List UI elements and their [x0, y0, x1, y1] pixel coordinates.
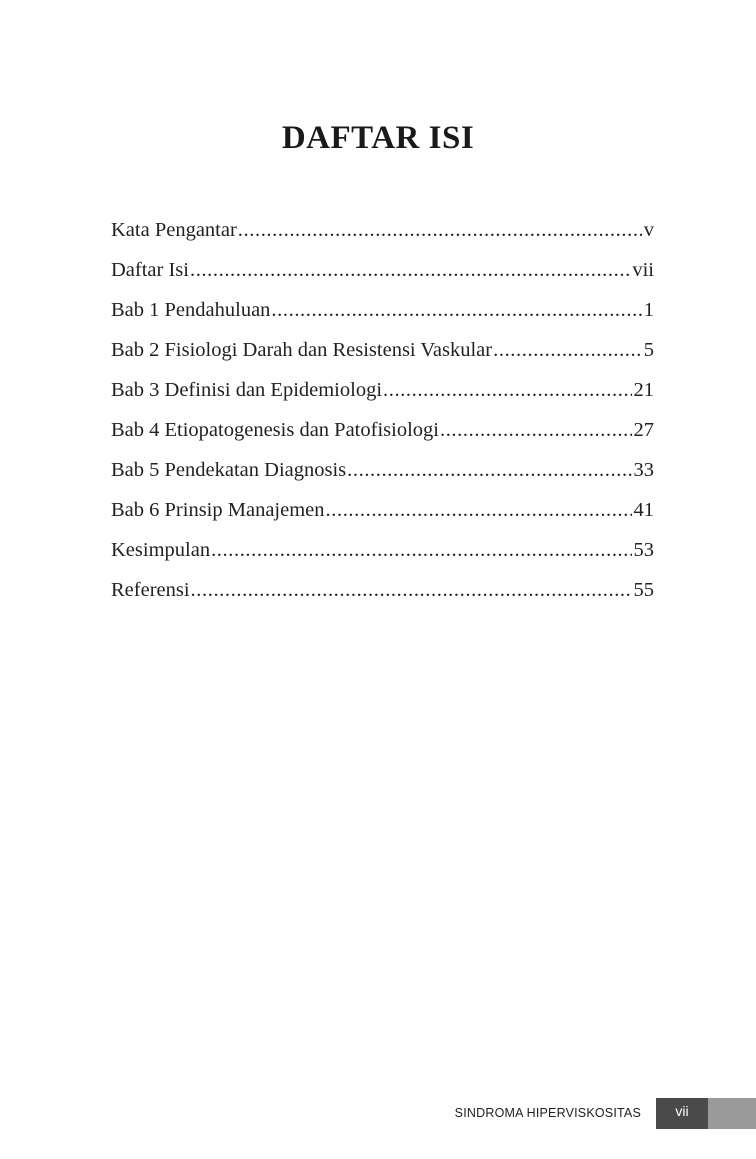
running-footer-title: SINDROMA HIPERVISKOSITAS [454, 1106, 641, 1120]
toc-entry[interactable] [111, 290, 654, 330]
toc-leader-dots [238, 210, 642, 250]
toc-entry-page: 5 [643, 339, 654, 361]
footer-accent-bar [708, 1098, 756, 1129]
toc-entry-label: Kesimpulan [111, 539, 211, 561]
page-number: vii [675, 1103, 689, 1119]
page-number-box [656, 1098, 708, 1129]
toc-leader-dots [383, 370, 631, 410]
toc-entry-page: 41 [633, 499, 654, 521]
toc-leader-dots [347, 450, 631, 490]
toc-entry[interactable] [111, 370, 654, 410]
toc-entry-page: vii [632, 259, 654, 281]
toc-leader-dots [326, 490, 632, 530]
toc-entry[interactable] [111, 570, 654, 610]
toc-leader-dots [493, 330, 642, 370]
toc-leader-dots [191, 570, 632, 610]
toc-entry-page: 21 [633, 379, 654, 401]
page-title: DAFTAR ISI [281, 120, 475, 157]
toc-entry-page: 27 [633, 419, 654, 441]
toc-entry-label: Bab 3 Definisi dan Epidemiologi [111, 379, 383, 401]
toc-entry-page: v [643, 219, 654, 241]
toc-entry[interactable] [111, 330, 654, 370]
toc-entry[interactable] [111, 410, 654, 450]
table-of-contents [111, 210, 654, 610]
toc-entry-label: Bab 6 Prinsip Manajemen [111, 499, 325, 521]
toc-entry-page: 1 [643, 299, 654, 321]
toc-entry-page: 33 [633, 459, 654, 481]
toc-entry-label: Referensi [111, 579, 190, 601]
toc-entry-page: 55 [633, 579, 654, 601]
toc-entry-label: Daftar Isi [111, 259, 189, 281]
toc-entry-page: 53 [633, 539, 654, 561]
toc-entry[interactable] [111, 210, 654, 250]
toc-entry[interactable] [111, 490, 654, 530]
toc-leader-dots [211, 530, 631, 570]
toc-entry[interactable] [111, 450, 654, 490]
toc-leader-dots [190, 250, 630, 290]
toc-entry[interactable] [111, 530, 654, 570]
toc-entry-label: Bab 1 Pendahuluan [111, 299, 271, 321]
toc-entry-label: Bab 4 Etiopatogenesis dan Patofisiologi [111, 419, 439, 441]
toc-leader-dots [440, 410, 632, 450]
toc-entry-label: Bab 2 Fisiologi Darah dan Resistensi Vaskular [111, 339, 493, 361]
toc-entry-label: Kata Pengantar [111, 219, 237, 241]
toc-entry-label: Bab 5 Pendekatan Diagnosis [111, 459, 347, 481]
toc-entry[interactable] [111, 250, 654, 290]
toc-leader-dots [271, 290, 641, 330]
